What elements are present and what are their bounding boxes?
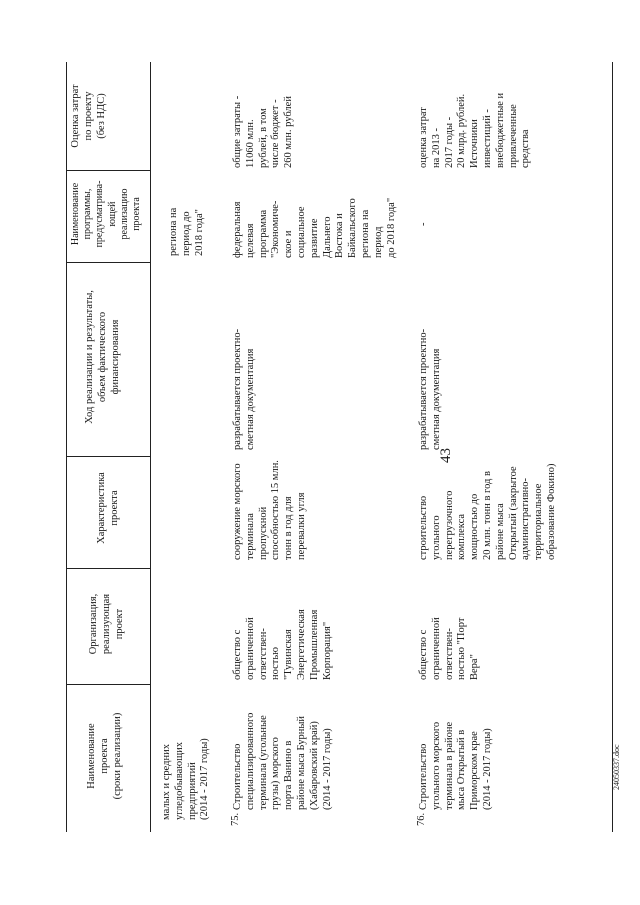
row-75-cost: общие затраты - 11060 млн. рублей, в том числе бюджет - 260 млн. рублей (232, 95, 295, 168)
row-76-name: Строительство угольного морского терминала в районе мыса Открытый в Приморском крае (2014 - 2017 годы) (418, 721, 493, 810)
row-76-progress: разрабатывается проектно- сметная документация (418, 328, 442, 450)
row-75-number: 75. (230, 812, 241, 826)
row-75-characteristic: сооружение морского терминала пропускной способностью 15 млн. тонн в год для перевалки угля (232, 460, 307, 560)
row-76-characteristic: строительство угольного перегрузочного комплекса мощностью до 20 млн. тонн в год в районе мыса Открытый (закрытое административно- территориальное образование Фокино) (418, 463, 557, 560)
row-75-progress: разрабатывается проектно- сметная документация (232, 328, 256, 450)
table-left-border (66, 62, 67, 832)
row-76-program: - (418, 222, 429, 226)
continuation-program-cell: региона на период до 2018 года" (168, 207, 205, 256)
header-sep (66, 684, 150, 685)
header-progress: Ход реализации и результаты, объем фактического финансирования (84, 290, 121, 424)
header-organization: Организация, реализующая проект (88, 593, 125, 655)
row-75-program: федеральная целевая программа "Экономиче- ское и социальное развитие Дальнего Востока и Байкальского региона на период до 2018 года" (232, 197, 397, 258)
header-divider (150, 62, 151, 832)
header-program: Наименование программы, предусматрива- ющей реализацию проекта (70, 180, 142, 248)
row-75-org: общество с ограниченной ответствен- ностью "Тувинская Энергетическая Промышленная Корпорация" (232, 609, 333, 680)
row-76-org: общество с ограниченной ответствен- ностью "Порт Вера" (418, 617, 481, 680)
row-76-number: 76. (416, 812, 427, 826)
table-right-border (612, 62, 613, 832)
row-76-cost: оценка затрат на 2013 - 2017 годы - 20 млрд. рублей. Источники инвестиций - внебюджетные и привлеченные средства (418, 92, 532, 168)
page-number-43: 43 (438, 448, 454, 463)
row-75-name: Строительство специализированного терминала (угольные грузы) морского порта Ванино в районе мыса Бурный (Хабаровский край) (2014 - 2017 годы) (232, 712, 333, 810)
doc-code-label: 24050337.doc (612, 744, 621, 790)
header-project-name: Наименование проекта (сроки реализации) (86, 712, 123, 800)
header-cost: Оценка затрат по проекту (без НДС) (70, 84, 107, 148)
continuation-name-cell: малых и средних угледобывающих предприятий (2014 - 2017 годы) (161, 738, 211, 820)
header-characteristic: Характеристика проекта (96, 472, 120, 544)
